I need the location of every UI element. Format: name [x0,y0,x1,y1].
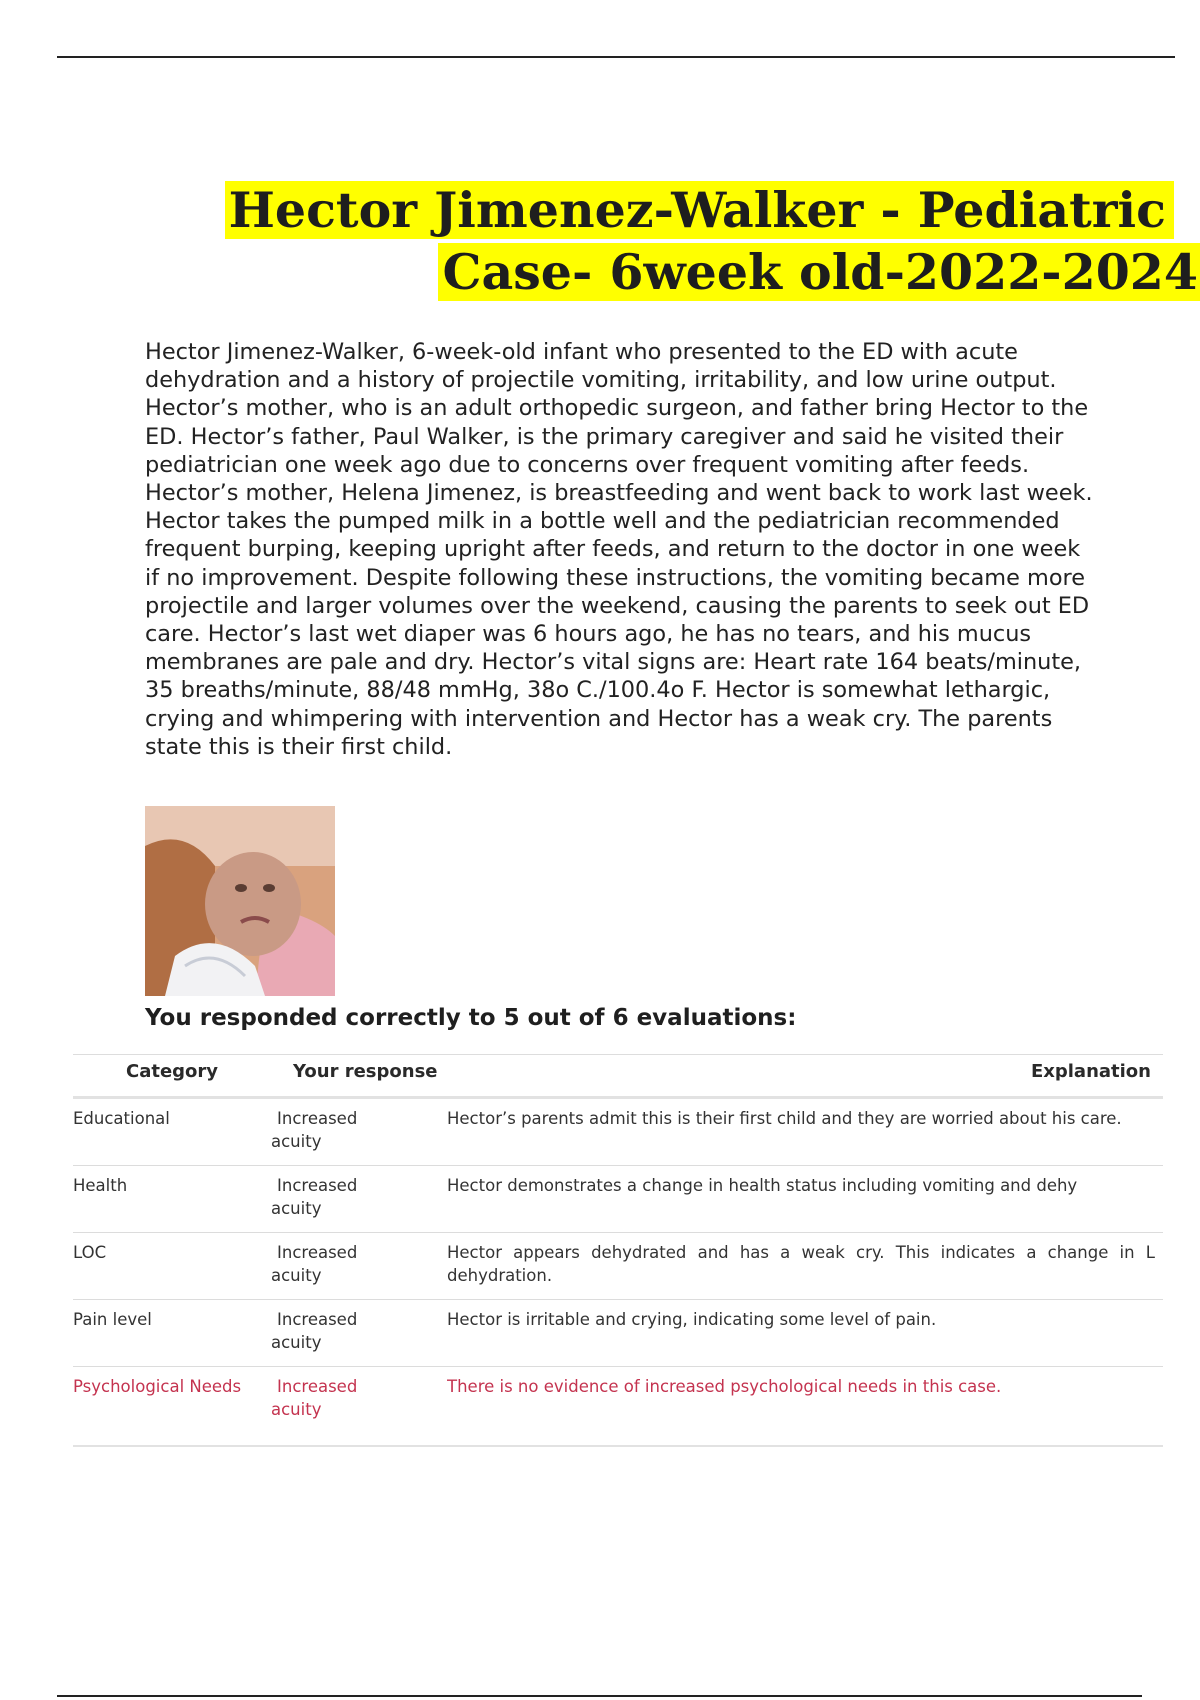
row-category: Health [73,1166,271,1233]
row-response: Increased acuity [271,1367,447,1447]
title-line-1: Hector Jimenez-Walker - Pediatric [190,179,1174,241]
table-row [73,1098,1163,1166]
row-explanation: Hector appears dehydrated and has a weak cry. This indicates a change in L dehydration. [447,1233,1163,1300]
table-row [73,1166,1163,1233]
row-category: Psychological Needs [73,1367,271,1447]
infant-photo [145,806,335,996]
case-description: Hector Jimenez-Walker, 6-week-old infant who presented to the ED with acute dehydration and a history of projectile vomiting, irritability, and low urine output. Hector’s mother, who is an adult orthopedic surgeon, and father bring Hector to the ED. Hector’s father, Paul Walker, is the primary caregiver and said he visited their pediatrician one week ago due to concerns over frequent vomiting after feeds. Hector’s mother, Helena Jimenez, is breastfeeding and went back to work last week. Hector takes the pumped milk in a bottle well and the pediatrician recommended frequent burping, keeping upright after feeds, and return to the doctor in one week if no improvement. Despite following these instructions, the vomiting became more projectile and larger volumes over the weekend, causing the parents to seek out ED care. Hector’s last wet diaper was 6 hours ago, he has no tears, and his mucus membranes are pale and dry. Hector’s vital signs are: Heart rate 164 beats/minute, 35 breaths/minute, 88/48 mmHg, 38o C./100.4o F. Hector is somewhat lethargic, crying and whimpering with intervention and Hector has a weak cry. The parents state this is their first child. [145,339,1093,760]
score-summary: You responded correctly to 5 out of 6 evaluations: [145,1005,797,1031]
row-response: Increased acuity [271,1300,447,1367]
row-category: LOC [73,1233,271,1300]
header-category: Category [73,1055,271,1098]
bottom-rule [57,1695,1142,1697]
row-response: Increased acuity [271,1233,447,1300]
header-explanation: Explanation [447,1055,1163,1098]
row-explanation: Hector demonstrates a change in health status including vomiting and dehy [447,1166,1163,1233]
row-category: Pain level [73,1300,271,1367]
evaluations-table [73,1054,1163,1447]
row-response: Increased acuity [271,1166,447,1233]
row-response: Increased acuity [271,1098,447,1166]
document-title [190,179,1200,303]
table-header-row [73,1055,1163,1098]
row-explanation: There is no evidence of increased psychological needs in this case. [447,1367,1163,1447]
top-rule [57,56,1175,58]
table-row [73,1233,1163,1300]
row-explanation: Hector’s parents admit this is their first child and they are worried about his care. [447,1098,1163,1166]
row-explanation: Hector is irritable and crying, indicating some level of pain. [447,1300,1163,1367]
table-row [73,1300,1163,1367]
table-row-incorrect [73,1367,1163,1447]
title-line-2: Case- 6week old-2022-2024 [190,241,1200,303]
header-response: Your response [271,1055,447,1098]
row-category: Educational [73,1098,271,1166]
